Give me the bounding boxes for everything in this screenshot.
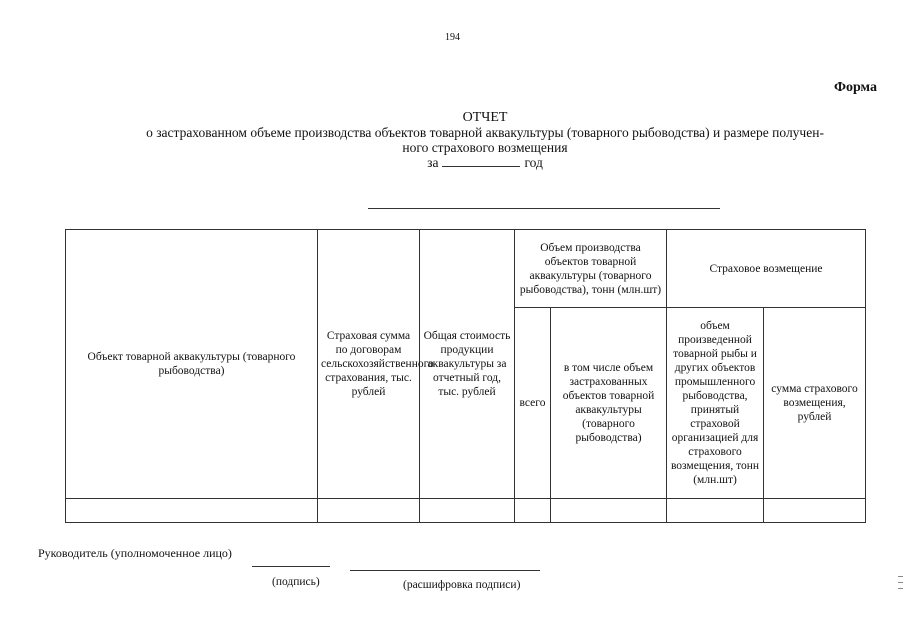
period-suffix: год xyxy=(524,155,543,170)
signature-caption: (подпись) xyxy=(272,576,320,588)
table-row xyxy=(66,498,866,522)
report-subtitle-line-1: о застрахованном объеме производства объектов товарной аквакультуры (товарного рыбоводства) и размере получен- xyxy=(146,125,824,140)
header-compensation-sum: сумма страхового возмещения, рублей xyxy=(764,308,866,499)
header-insured-volume: в том числе объем застрахованных объектов товарной аквакультуры (товарного рыбоводства) xyxy=(551,308,667,499)
table-cell xyxy=(318,498,420,522)
table-header-row-1 xyxy=(66,230,866,308)
name-decoding-caption: (расшифровка подписи) xyxy=(403,579,521,591)
header-insured-sum: Страховая сумма по договорам сельскохозяйственного страхования, тыс. рублей xyxy=(318,230,420,499)
report-title-block xyxy=(100,110,870,170)
organization-name-line xyxy=(368,208,720,209)
name-decoding-line xyxy=(350,570,540,571)
header-total-cost: Общая стоимость продукции аквакультуры за отчетный год, тыс. рублей xyxy=(420,230,515,499)
header-accepted-volume: объем произведенной товарной рыбы и других объектов промышленного рыбоводства, принятый страховой организацией для страхового возмещения, тонн (млн.шт) xyxy=(667,308,764,499)
signer-label: Руководитель (уполномоченное лицо) xyxy=(38,546,232,560)
table-cell xyxy=(66,498,318,522)
header-object: Объект товарной аквакультуры (товарного рыбоводства) xyxy=(66,230,318,499)
table-cell xyxy=(420,498,515,522)
report-title: ОТЧЕТ xyxy=(462,110,508,125)
page-number: 194 xyxy=(445,32,460,43)
header-production-volume: Объем производства объектов товарной аквакультуры (товарного рыбоводства), тонн (млн.шт) xyxy=(515,230,667,308)
margin-mark xyxy=(898,588,903,589)
report-table xyxy=(65,229,866,523)
report-subtitle-line-2: ного страхового возмещения xyxy=(402,140,568,155)
table-cell xyxy=(667,498,764,522)
table-cell xyxy=(764,498,866,522)
period-prefix: за xyxy=(427,155,439,170)
table-cell xyxy=(551,498,667,522)
header-insurance-compensation: Страховое возмещение xyxy=(667,230,866,308)
margin-mark xyxy=(898,582,903,583)
table-cell xyxy=(515,498,551,522)
year-blank-field xyxy=(442,155,520,167)
header-total: всего xyxy=(515,308,551,499)
report-period xyxy=(100,155,870,170)
signature-line xyxy=(252,566,330,567)
margin-mark xyxy=(898,576,903,577)
form-label: Форма xyxy=(833,80,877,95)
